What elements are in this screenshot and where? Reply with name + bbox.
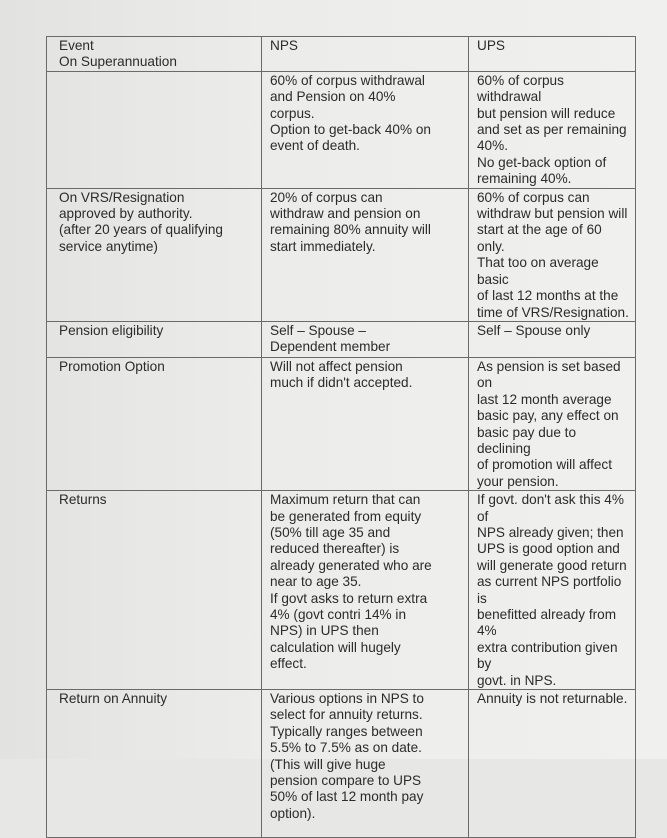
table-row xyxy=(47,491,636,690)
ups-cell: As pension is set based on last 12 month average basic pay, any effect on basic pay due to declining of promotion will affect your pension. xyxy=(469,357,636,490)
header-ups-cell: UPS xyxy=(469,37,636,72)
nps-cell: Maximum return that can be generated from equity (50% till age 35 and reduced thereafter) is already generated who are near to age 35. If govt asks to return extra 4% (govt contri 14% in NPS) in UPS then calculation will hugely effect. xyxy=(262,491,469,690)
event-cell: On VRS/Resignation approved by authority. (after 20 years of qualifying service anytime) xyxy=(47,188,262,321)
event-cell: Return on Annuity xyxy=(47,690,262,838)
nps-cell: Will not affect pension much if didn't accepted. xyxy=(262,357,469,490)
table-row xyxy=(47,357,636,490)
nps-cell: 20% of corpus can withdraw and pension on remaining 80% annuity will start immediately. xyxy=(262,188,469,321)
event-cell: Returns xyxy=(47,491,262,690)
header-event-title: Event xyxy=(59,38,94,53)
header-event-cell xyxy=(47,37,262,72)
nps-cell: 60% of corpus withdrawal and Pension on 40% corpus. Option to get-back 40% on event of death. xyxy=(262,71,469,188)
ups-cell: Self – Spouse only xyxy=(469,321,636,357)
table-row xyxy=(47,188,636,321)
event-cell xyxy=(47,71,262,188)
ups-cell: Annuity is not returnable. xyxy=(469,690,636,838)
nps-cell: Various options in NPS to select for annuity returns. Typically ranges between 5.5% to 7.5% as on date. (This will give huge pension compare to UPS 50% of last 12 month pay option). xyxy=(262,690,469,838)
comparison-table xyxy=(46,36,636,838)
table-row xyxy=(47,321,636,357)
ups-cell: 60% of corpus can withdraw but pension will start at the age of 60 only. That too on average basic of last 12 months at the time of VRS/Resignation. xyxy=(469,188,636,321)
event-cell: Pension eligibility xyxy=(47,321,262,357)
header-event-subtitle: On Superannuation xyxy=(59,54,177,70)
event-cell: Promotion Option xyxy=(47,357,262,490)
ups-cell: 60% of corpus withdrawal but pension will reduce and set as per remaining 40%. No get-back option of remaining 40%. xyxy=(469,71,636,188)
table-row xyxy=(47,71,636,188)
ups-cell: If govt. don't ask this 4% of NPS already given; then UPS is good option and will generate good return as current NPS portfolio is benefitted already from 4% extra contribution given by govt. in NPS. xyxy=(469,491,636,690)
table-row xyxy=(47,690,636,838)
nps-cell: Self – Spouse – Dependent member xyxy=(262,321,469,357)
header-nps-cell: NPS xyxy=(262,37,469,72)
table-header-row xyxy=(47,37,636,72)
